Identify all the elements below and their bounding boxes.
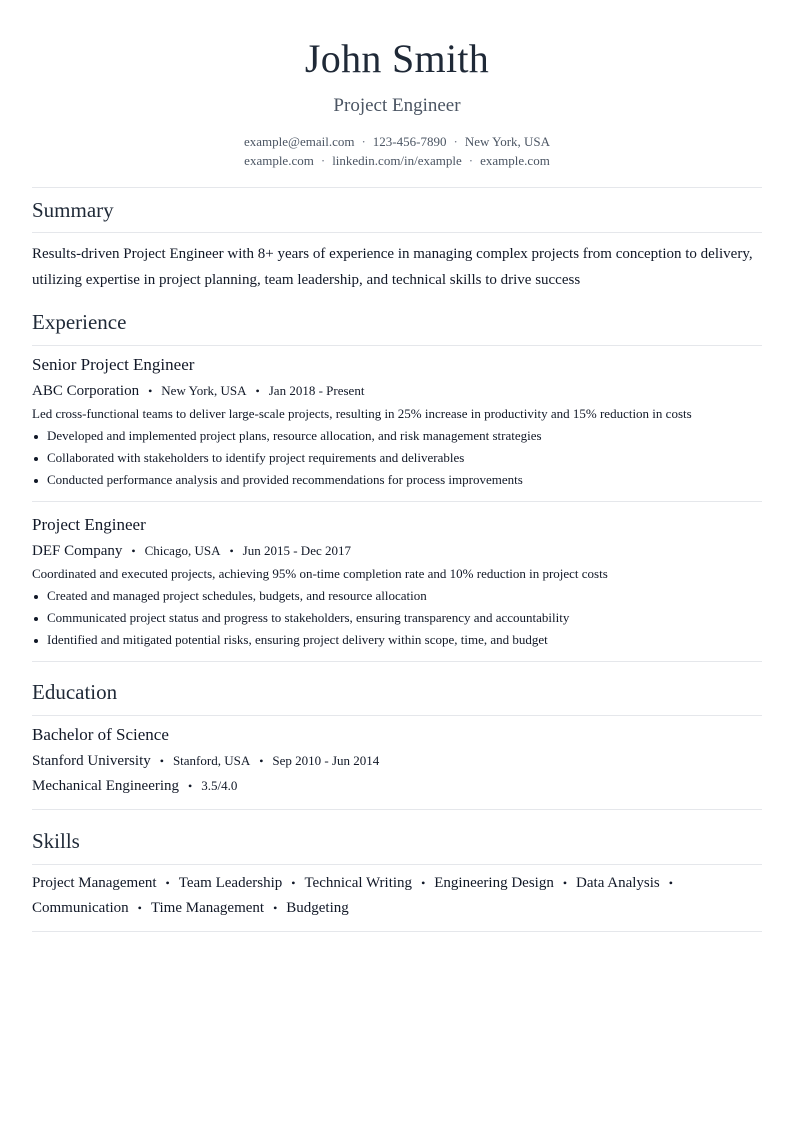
- job-description: Led cross-functional teams to deliver large-scale projects, resulting in 25% increase in productivity and 15% reduction in costs: [32, 406, 692, 421]
- company-name: DEF Company: [32, 543, 123, 559]
- bullet-separator: •: [148, 384, 153, 398]
- list-item: Created and managed project schedules, budgets, and resource allocation: [32, 585, 762, 607]
- job-meta: [32, 540, 762, 562]
- job-bullets: [32, 585, 762, 651]
- list-item: Collaborated with stakeholders to identify project requirements and deliverables: [32, 447, 762, 469]
- website-link[interactable]: example.com: [244, 153, 314, 168]
- major-meta: [32, 775, 762, 797]
- divider: [32, 864, 762, 865]
- divider: [32, 345, 762, 346]
- job-bullets: [32, 425, 762, 491]
- bullet-separator: •: [273, 901, 278, 915]
- job-role: Project Engineer: [32, 515, 146, 534]
- job-description: Coordinated and executed projects, achieving 95% on-time completion rate and 10% reduction in project costs: [32, 566, 608, 581]
- divider: [32, 501, 762, 502]
- major-name: Mechanical Engineering: [32, 778, 180, 794]
- separator: ·: [468, 153, 474, 168]
- skill-item: Time Management: [150, 900, 265, 916]
- summary-heading: Summary: [32, 198, 114, 222]
- skills-heading: Skills: [32, 829, 80, 853]
- location-text: New York, USA: [464, 134, 551, 149]
- bullet-separator: •: [562, 876, 568, 890]
- bullet-separator: •: [188, 779, 193, 793]
- job-meta: [32, 380, 762, 402]
- skill-item: Communication: [32, 900, 129, 916]
- bullet-separator: •: [421, 876, 426, 890]
- job-location: Chicago, USA: [144, 543, 221, 558]
- bullet-separator: •: [229, 544, 234, 558]
- candidate-name: John Smith: [304, 36, 490, 81]
- list-item: Communicated project status and progress to stakeholders, ensuring transparency and accountability: [32, 607, 762, 629]
- divider: [32, 809, 762, 810]
- list-item: Conducted performance analysis and provided recommendations for process improvements: [32, 469, 762, 491]
- divider: [32, 187, 762, 188]
- skill-item: Engineering Design: [434, 875, 554, 891]
- experience-entry: [32, 354, 762, 491]
- skill-item: Team Leadership: [178, 875, 283, 891]
- school-name: Stanford University: [32, 753, 151, 769]
- education-heading: Education: [32, 680, 118, 704]
- separator: ·: [320, 153, 326, 168]
- skill-item: Budgeting: [286, 900, 349, 916]
- contact-line-2: [32, 151, 762, 170]
- linkedin-link[interactable]: linkedin.com/in/example: [332, 153, 462, 168]
- skills-list: [32, 871, 762, 921]
- divider: [32, 661, 762, 662]
- divider: [32, 232, 762, 233]
- skill-item: Data Analysis: [576, 875, 660, 891]
- gpa-value: 3.5/4.0: [201, 778, 238, 793]
- bullet-separator: •: [668, 876, 673, 890]
- separator: ·: [361, 134, 366, 149]
- degree-name: Bachelor of Science: [32, 725, 169, 744]
- divider: [32, 715, 762, 716]
- bullet-separator: •: [259, 754, 264, 768]
- bullet-separator: •: [165, 876, 170, 890]
- website-link-2[interactable]: example.com: [480, 153, 550, 168]
- separator: ·: [453, 134, 458, 149]
- job-role: Senior Project Engineer: [32, 355, 195, 374]
- summary-text: Results-driven Project Engineer with 8+ years of experience in managing complex projects from conception to delivery, utilizing expertise in project planning, team leadership, and technical skills to drive success: [32, 246, 753, 288]
- email-link[interactable]: example@email.com: [243, 134, 355, 149]
- school-meta: [32, 750, 762, 772]
- candidate-title: Project Engineer: [333, 95, 461, 116]
- divider: [32, 931, 762, 932]
- bullet-separator: •: [131, 544, 136, 558]
- school-location: Stanford, USA: [172, 753, 251, 768]
- school-dates: Sep 2010 - Jun 2014: [272, 753, 380, 768]
- job-dates: Jan 2018 - Present: [268, 383, 365, 398]
- list-item: Identified and mitigated potential risks, ensuring project delivery within scope, time, and budget: [32, 629, 762, 651]
- job-dates: Jun 2015 - Dec 2017: [242, 543, 351, 558]
- company-name: ABC Corporation: [32, 383, 140, 399]
- resume-header: [32, 0, 762, 170]
- skill-item: Technical Writing: [304, 875, 413, 891]
- bullet-separator: •: [137, 901, 142, 915]
- skill-item: Project Management: [32, 875, 157, 891]
- bullet-separator: •: [291, 876, 296, 890]
- experience-heading: Experience: [32, 310, 127, 334]
- contact-line-1: [32, 132, 762, 151]
- phone-number: 123-456-7890: [372, 134, 447, 149]
- education-entry: [32, 724, 762, 797]
- bullet-separator: •: [255, 384, 260, 398]
- list-item: Developed and implemented project plans, resource allocation, and risk management strategies: [32, 425, 762, 447]
- job-location: New York, USA: [161, 383, 247, 398]
- bullet-separator: •: [159, 754, 164, 768]
- experience-entry: [32, 514, 762, 651]
